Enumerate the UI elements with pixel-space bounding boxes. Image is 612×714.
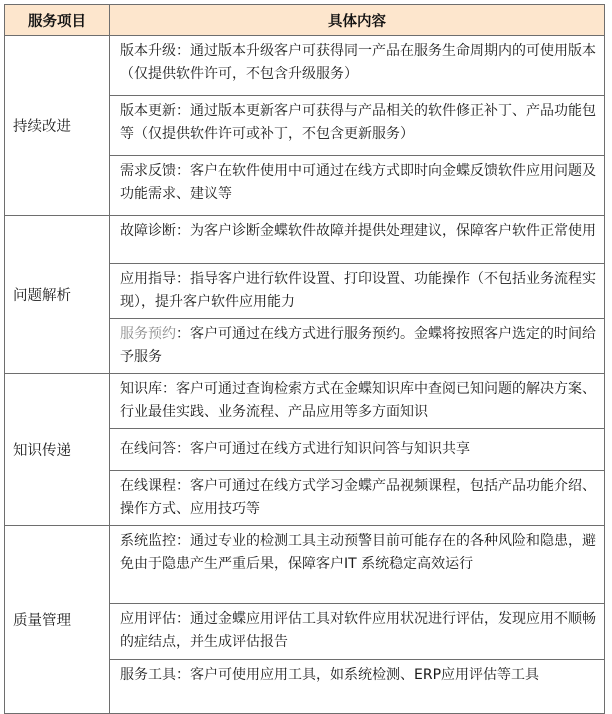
item-separator: ：: [176, 326, 190, 342]
item-label: 知识库: [120, 381, 162, 397]
item-text: 客户可通过查询检索方式在金蝶知识库中查阅已知问题的解决方案、行业最佳实践、业务流程、产品应用等多方面知识: [120, 381, 596, 420]
item-separator: ：: [176, 667, 190, 683]
item-separator: ：: [176, 43, 190, 59]
item-cell: [110, 156, 605, 216]
item-separator: ：: [176, 478, 190, 494]
item-cell: [110, 660, 605, 714]
category-cell: 知识传递: [5, 374, 110, 526]
item-label: 需求反馈: [120, 163, 176, 179]
item-label: 版本更新: [120, 103, 176, 119]
item-text: 客户可通过在线方式进行服务预约。金蝶将按照客户选定的时间给予服务: [120, 326, 596, 365]
service-table: [4, 4, 605, 714]
category-cell: 问题解析: [5, 216, 110, 374]
item-label: 版本升级: [120, 43, 176, 59]
item-cell: [110, 526, 605, 604]
item-label: 服务工具: [120, 667, 176, 683]
item-label: 在线课程: [120, 478, 176, 494]
item-separator: ：: [162, 381, 176, 397]
item-label: 应用指导: [120, 271, 176, 287]
item-text: 通过专业的检测工具主动预警目前可能存在的各种风险和隐患，避免由于隐患产生严重后果，保障客户IT 系统稳定高效运行: [120, 533, 596, 572]
item-separator: ：: [176, 271, 190, 287]
item-text: 客户可通过在线方式学习金蝶产品视频课程，包括产品功能介绍、操作方式、应用技巧等: [120, 478, 596, 517]
item-label: 服务预约: [120, 326, 176, 342]
header-service-item: 服务项目: [5, 5, 110, 36]
item-label: 系统监控: [120, 533, 176, 549]
item-text: 通过版本更新客户可获得与产品相关的软件修正补丁、产品功能包等（仅提供软件许可或补丁，不包含更新服务）: [120, 103, 596, 142]
header-details: 具体内容: [110, 5, 605, 36]
item-label: 在线问答: [120, 441, 176, 457]
item-cell: [110, 429, 605, 471]
item-cell: [110, 264, 605, 319]
table-row: [5, 36, 605, 96]
item-separator: ：: [176, 223, 190, 239]
item-separator: ：: [176, 103, 190, 119]
header-row: [5, 5, 605, 36]
item-text: 客户在软件使用中可通过在线方式即时向金蝶反馈软件应用问题及功能需求、建议等: [120, 163, 596, 202]
table-row: [5, 526, 605, 604]
table-row: [5, 216, 605, 264]
item-text: 通过版本升级客户可获得同一产品在服务生命周期内的可使用版本（仅提供软件许可，不包含升级服务）: [120, 43, 596, 82]
item-cell: [110, 319, 605, 374]
item-label: 故障诊断: [120, 223, 176, 239]
item-text: 客户可通过在线方式进行知识问答与知识共享: [190, 441, 470, 457]
item-text: 客户可使用应用工具，如系统检测、ERP应用评估等工具: [190, 667, 540, 683]
item-separator: ：: [176, 611, 190, 627]
item-separator: ：: [176, 533, 190, 549]
item-label: 应用评估: [120, 611, 176, 627]
category-cell: 持续改进: [5, 36, 110, 216]
item-text: 为客户诊断金蝶软件故障并提供处理建议，保障客户软件正常使用: [190, 223, 596, 239]
item-separator: ：: [176, 163, 190, 179]
item-cell: [110, 96, 605, 156]
item-text: 通过金蝶应用评估工具对软件应用状况进行评估，发现应用不顺畅的症结点，并生成评估报告: [120, 611, 596, 650]
item-cell: [110, 374, 605, 429]
item-cell: [110, 471, 605, 526]
category-cell: 质量管理: [5, 526, 110, 714]
table-row: [5, 374, 605, 429]
item-separator: ：: [176, 441, 190, 457]
item-text: 指导客户进行软件设置、打印设置、功能操作（不包括业务流程实现），提升客户软件应用能力: [120, 271, 596, 310]
item-cell: [110, 216, 605, 264]
item-cell: [110, 604, 605, 660]
item-cell: [110, 36, 605, 96]
